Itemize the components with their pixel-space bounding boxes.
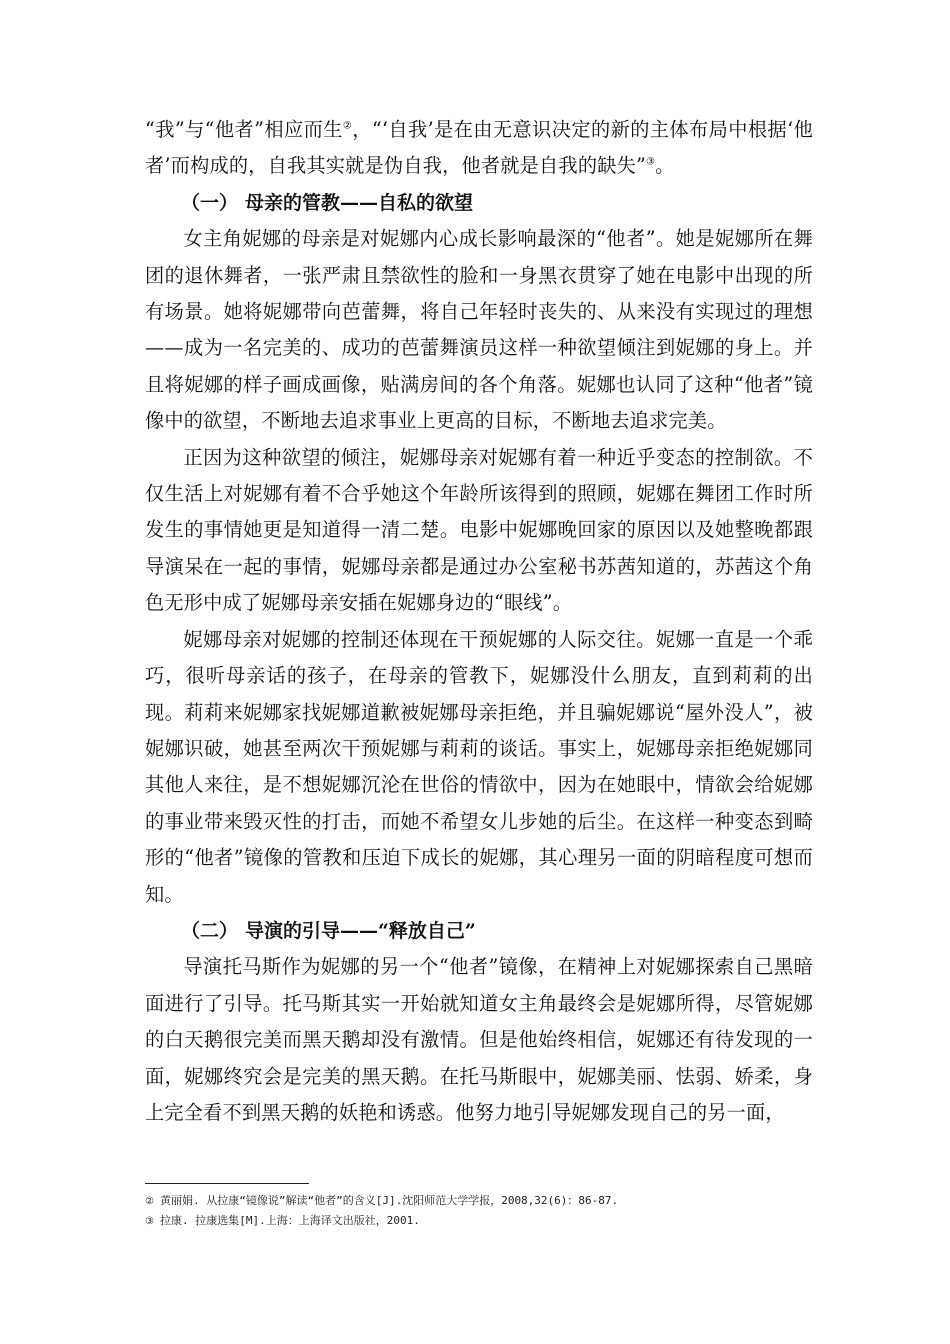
section-heading-1 — [145, 185, 813, 221]
section-heading-2 — [145, 913, 813, 949]
footnote-ref-3[interactable]: ③ — [646, 157, 656, 169]
footnote-divider — [145, 1183, 309, 1184]
footnote-text: 拉康. 拉康选集[M].上海：上海译文出版社，2001. — [159, 1214, 420, 1227]
footnote-text: 黄丽娟. 从拉康“镜像说”解读“他者”的含义[J].沈阳师范大学学报，2008,32(6)：86-87. — [159, 1194, 619, 1207]
footnote-ref-2[interactable]: ② — [342, 120, 353, 132]
footnote-mark: ② — [145, 1196, 154, 1207]
footnote-item — [145, 1191, 845, 1211]
body-paragraph: 正因为这种欲望的倾注，妮娜母亲对妮娜有着一种近乎变态的控制欲。不仅生活上对妮娜有着不合乎她这个年龄所该得到的照顾，妮娜在舞团工作时所发生的事情她更是知道得一清二楚。电影中妮娜晚回家的原因以及她整晚都跟导演呆在一起的事情，妮娜母亲都是通过办公室秘书苏茜知道的，苏茜这个角色无形中成了妮娜母亲安插在妮娜身边的“眼线”。 — [145, 445, 813, 615]
footnote-item — [145, 1211, 845, 1231]
section-title-1: 母亲的管教——自私的欲望 — [245, 191, 474, 214]
body-paragraph: 妮娜母亲对妮娜的控制还体现在干预妮娜的人际交往。妮娜一直是一个乖巧，很听母亲话的孩子，在母亲的管教下，妮娜没什么朋友，直到莉莉的出现。莉莉来妮娜家找妮娜道歉被妮娜母亲拒绝，并且骗妮娜说“屋外没人”，被妮娜识破，她甚至两次干预妮娜与莉莉的谈话。事实上，妮娜母亲拒绝妮娜同其他人来往，是不想妮娜沉沦在世俗的情欲中，因为在她眼中，情欲会给妮娜的事业带来毁灭性的打击，而她不希望女儿步她的后尘。在这样一种变态到畸形的“他者”镜像的管教和压迫下成长的妮娜，其心理另一面的阴暗程度可想而知。 — [145, 627, 813, 906]
section-number-2: （二） — [181, 919, 239, 942]
opening-text-c: 。 — [655, 154, 675, 178]
body-text — [145, 112, 813, 1131]
section-number-1: （一） — [181, 191, 239, 214]
section-title-2: 导演的引导——“释放自己” — [245, 919, 476, 942]
footnote-mark: ③ — [145, 1216, 154, 1227]
opening-paragraph — [145, 112, 813, 185]
body-paragraph: 导演托马斯作为妮娜的另一个“他者”镜像，在精神上对妮娜探索自己黑暗面进行了引导。托马斯其实一开始就知道女主角最终会是妮娜所得，尽管妮娜的白天鹅很完美而黑天鹅却没有激情。但是他始终相信，妮娜还有待发现的一面，妮娜终究会是完美的黑天鹅。在托马斯眼中，妮娜美丽、怯弱、娇柔，身上完全看不到黑天鹅的妖艳和诱惑。他努力地引导妮娜发现自己的另一面， — [145, 955, 813, 1124]
opening-text-b: ，“‘自我’是在由无意识决定的新的主体布局中根据‘他者’而构成的，自我其实就是伪自我，他者就是自我的缺失” — [145, 118, 813, 178]
body-paragraph: 女主角妮娜的母亲是对妮娜内心成长影响最深的“他者”。她是妮娜所在舞团的退休舞者，一张严肃且禁欲性的脸和一身黑衣贯穿了她在电影中出现的所有场景。她将妮娜带向芭蕾舞，将自己年轻时丧失的、从来没有实现过的理想——成为一名完美的、成功的芭蕾舞演员这样一种欲望倾注到妮娜的身上。并且将妮娜的样子画成画像，贴满房间的各个角落。妮娜也认同了这种“他者”镜像中的欲望，不断地去追求事业上更高的目标，不断地去追求完美。 — [145, 227, 813, 433]
footnotes — [145, 1191, 845, 1231]
opening-text-a: “我”与“他者”相应而生 — [145, 118, 343, 141]
